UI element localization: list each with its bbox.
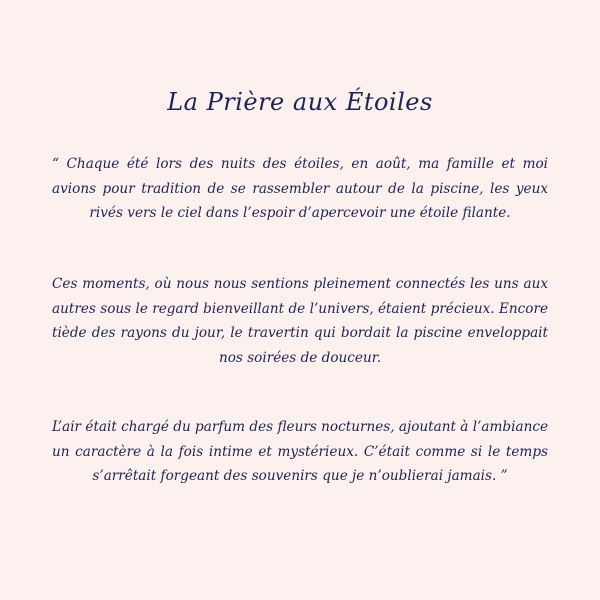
- paragraph-3: L’air était chargé du parfum des fleurs nocturnes, ajoutant à l’ambiance un caractère à la fois intime et mystérieux. C’était comme si le temps s’arrêtait forgeant des souvenirs que je n’oublierai jamais. ”: [52, 419, 548, 484]
- paragraph-1: “ Chaque été lors des nuits des étoiles, en août, ma famille et moi avions pour tradition de se rassembler autour de la piscine, les yeux rivés vers le ciel dans l’espoir d’apercevoir une étoile filante.: [52, 156, 548, 221]
- paragraph-2: Ces moments, où nous nous sentions pleinement connectés les uns aux autres sous le regard bienveillant de l’univers, étaient précieux. Encore tiède des rayons du jour, le travertin qui bordait la piscine enveloppait nos soirées de douceur.: [52, 276, 548, 366]
- document-title: La Prière aux Étoiles: [167, 88, 433, 116]
